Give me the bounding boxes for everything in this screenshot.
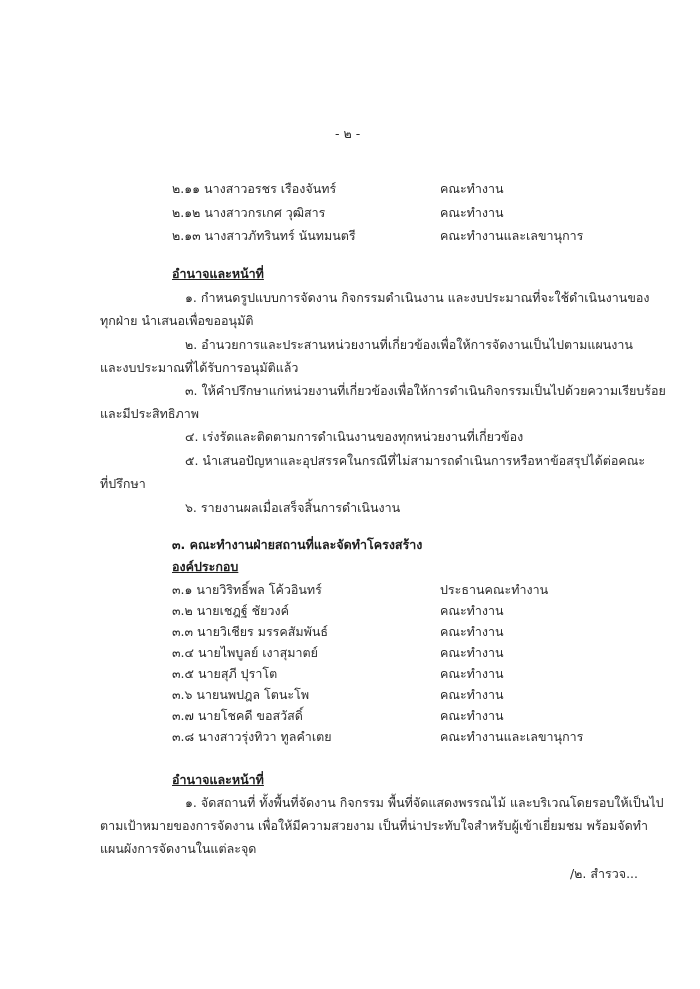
member-name: ๓.๖ นายนพปฎล โตนะโพ [172, 687, 310, 702]
member-name: ๒.๑๓ นางสาวภัทรินทร์ นันทมนตรี [172, 228, 356, 243]
member-name: ๒.๑๒ นางสาวกรเกศ วุฒิสาร [172, 205, 326, 220]
member-role: คณะทำงาน [440, 645, 504, 660]
member-role: คณะทำงาน [440, 666, 504, 681]
composition-label: องค์ประกอบ [172, 559, 239, 574]
member-name: ๓.๔ นายไพบูลย์ เงาสุมาตย์ [172, 645, 318, 660]
member-name: ๓.๒ นายเชฎฐ์ ชัยวงค์ [172, 603, 289, 618]
duty-line: และงบประมาณที่ได้รับการอนุมัติแล้ว [100, 360, 299, 375]
member-role: คณะทำงาน [440, 603, 504, 618]
duty-line: ที่ปรึกษา [100, 476, 146, 491]
duty-line: แผนผังการจัดงานในแต่ละจุด [100, 841, 257, 856]
member-name: ๓.๓ นายวิเชียร มรรคสัมพันธ์ [172, 624, 329, 639]
member-name: ๓.๗ นายโชคดี ขอสวัสดิ์ [172, 708, 303, 723]
member-role: คณะทำงาน [440, 687, 504, 702]
member-name: ๒.๑๑ นางสาวอรชร เรืองจันทร์ [172, 181, 337, 196]
duty-line: ๑. กำหนดรูปแบบการจัดงาน กิจกรรมดำเนินงาน และงบประมาณที่จะใช้ดำเนินงานของ [185, 290, 650, 305]
member-name: ๓.๑ นายวิริทธิ์พล โค้วอินทร์ [172, 582, 322, 597]
continuation-note: /๒. สำรวจ... [569, 866, 638, 881]
duty-line: ๒. อำนวยการและประสานหน่วยงานที่เกี่ยวข้องเพื่อให้การจัดงานเป็นไปตามแผนงาน [185, 337, 633, 352]
duties-heading: อำนาจและหน้าที่ [172, 266, 264, 281]
duty-line: ๖. รายงานผลเมื่อเสร็จสิ้นการดำเนินงาน [185, 500, 401, 515]
member-name: ๓.๕ นายสุภี ปุราโต [172, 666, 278, 681]
section-3-title: ๓. คณะทำงานฝ่ายสถานที่และจัดทำโครงสร้าง [172, 537, 423, 552]
member-name: ๓.๘ นางสาวรุ่งทิวา ทูลคำเตย [172, 729, 332, 744]
member-role: ประธานคณะทำงาน [440, 582, 549, 597]
member-role: คณะทำงาน [440, 181, 504, 196]
member-role: คณะทำงานและเลขานุการ [440, 729, 584, 744]
duty-line: ทุกฝ่าย นำเสนอเพื่อขออนุมัติ [100, 313, 254, 328]
duty-line: ๕. นำเสนอปัญหาและอุปสรรคในกรณีที่ไม่สามารถดำเนินการหรือหาข้อสรุปได้ต่อคณะ [185, 453, 646, 468]
duty-line: ๑. จัดสถานที่ ทั้งพื้นที่จัดงาน กิจกรรม พื้นที่จัดแสดงพรรณไม้ และบริเวณโดยรอบให้เป็นไป [185, 795, 664, 810]
duties-heading-3: อำนาจและหน้าที่ [172, 772, 264, 787]
member-role: คณะทำงานและเลขานุการ [440, 228, 584, 243]
member-role: คณะทำงาน [440, 708, 504, 723]
member-role: คณะทำงาน [440, 205, 504, 220]
duty-line: ๔. เร่งรัดและติดตามการดำเนินงานของทุกหน่วยงานที่เกี่ยวข้อง [185, 429, 524, 444]
member-role: คณะทำงาน [440, 624, 504, 639]
duty-line: ตามเป้าหมายของการจัดงาน เพื่อให้มีความสวยงาม เป็นที่น่าประทับใจสำหรับผู้เข้าเยี่ยมชม พร้อมจัดทำ [100, 818, 648, 833]
duty-line: ๓. ให้คำปรึกษาแก่หน่วยงานที่เกี่ยวข้องเพื่อให้การดำเนินกิจกรรมเป็นไปด้วยความเรียบร้อย [185, 383, 666, 398]
duty-line: และมีประสิทธิภาพ [100, 406, 200, 421]
page-number: - ๒ - [335, 126, 361, 141]
